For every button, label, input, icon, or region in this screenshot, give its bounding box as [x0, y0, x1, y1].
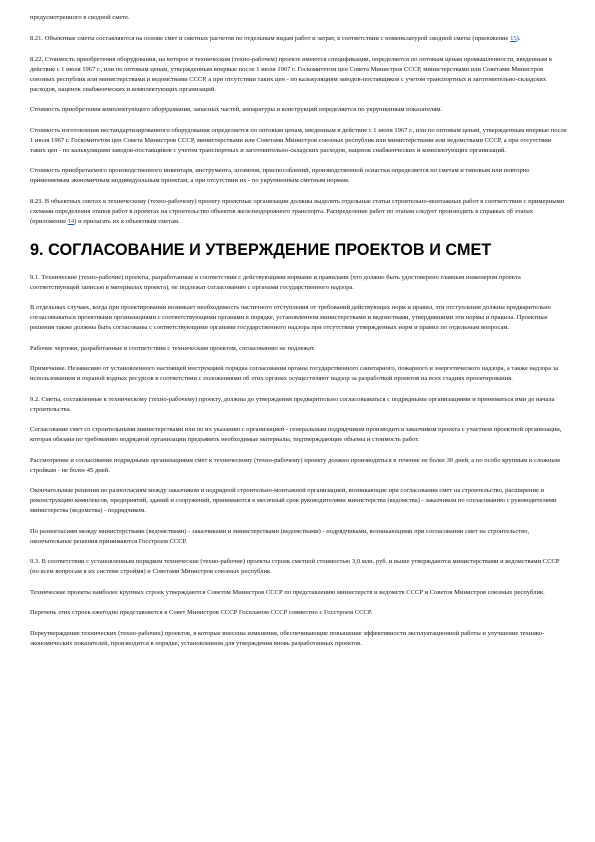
paragraph-list-of-projects — [30, 608, 568, 618]
paragraph-text: В отдельных случаях, когда при проектировании возникает необходимость частичного отступления от требований действующих норм и правил, эти отступления должны предварительно согласовываться проектными организациями с соответствующими органами в порядке, установленном министерствами и ведомствами, утвердившими эти нормы и правила. Проектные решения также должны быть согласованы с соответствующими органами государственного надзора при отсутствии утвержденных норм и правил по отдельным вопросам. — [30, 304, 551, 331]
paragraph-text: предусмотренного в сводной смете. — [30, 14, 130, 21]
paragraph-text-tail: ). — [516, 35, 521, 42]
paragraph-text: Перечень этих строек ежегодно представляется в Совет Министров СССР Госпланом СССР совместно с Госстроем СССР. — [30, 609, 373, 616]
paragraph-nonstandard-equipment — [30, 126, 568, 156]
paragraph-text: По разногласиям между министерствами (ведомствами) - заказчиками и министерствами (ведомствами) - подрядчиками, возникающими при согласовании смет на строительство, окончательные решения принимаются Госстроем СССР. — [30, 527, 530, 545]
paragraph-8-22 — [30, 55, 568, 95]
appendix-link[interactable]: 15 — [510, 35, 517, 42]
paragraph-reapproval — [30, 629, 568, 649]
paragraph-text: 9.2. Сметы, составленные к техническому (техно-рабочему) проекту, должны до утверждения предварительно согласовываться с подрядными организациями и приниматься ими до начала строительства. — [30, 395, 555, 413]
paragraph-text: Технические проекты наиболее крупных строек утверждаются Советом Министров СССР по представлению министерств и ведомств СССР и Советов Министров союзных республик. — [30, 588, 545, 596]
paragraph-text: Рассмотрение и согласование подрядными организациями смет к техническому (техно-рабочему) проекту должно производиться в течение не более 30 дней, а по особо крупным и сложным стройкам - не более 45 дней. — [30, 456, 560, 474]
paragraph-text: 8.23. В объектных сметах к техническому (техно-рабочему) проекту проектные организации должны выделять отдельные статьи строительно-монтажных работ в соответствии с примерными схемами определения этапов работ в проектах на строительство объектов железнодорожного транспорта. Распределение работ по этапам следует производить в справках об этапах (приложение — [30, 197, 565, 225]
paragraph-text: Примечание. Независимо от установленного настоящей инструкцией порядка согласования органы государственного санитарного, пожарного и энергетического надзора, а также надзора за использованием и охраной водных ресурсов в соответствии с положениями об этих органах осуществляют надзор за разработкой проектов на всех стадиях проектирования. — [30, 365, 559, 382]
paragraph-component-equipment — [30, 105, 568, 115]
paragraph-review-period — [30, 456, 568, 476]
paragraph-9-2 — [30, 395, 568, 415]
appendix-link[interactable]: 14 — [67, 217, 75, 225]
paragraph-8-23 — [30, 197, 568, 227]
paragraph-8-21 — [30, 34, 568, 44]
paragraph-9-3 — [30, 557, 568, 577]
paragraph-text: Окончательные решения по разногласиям между заказчиком и подрядной строительно-монтажной организацией, возникающие при согласовании смет на строительство, расширение и реконструкцию комплексов, предприятий, зданий и сооружений, принимаются в месячный срок руководителями министерства (ведомства) - заказчиком по согласованию с руководителями министерства (ведомства) - подрядчиком. — [30, 487, 557, 514]
paragraph-text: 8.22. Стоимость приобретения оборудования, на которое в техническом (техно-рабочем) проекте имеются спецификации, определяется по оптовым ценам промышленности, введенным в действие с 1 июля 1967 г., или по оптовым ценам, утвержденным впервые после 1 июля 1967 г. Госкомитетом цен Совета Министров СССР, министерствами или Советами Министров союзных республик или министерствами и ведомствами СССР, а при отсутствии таких цен - по калькуляциям заводов-поставщиков с учетом транспортных и заготовительно-складских расходов, наценок снабженческих и комплектующих организаций. — [30, 55, 552, 93]
section-heading: 9. СОГЛАСОВАНИЕ И УТВЕРЖДЕНИЕ ПРОЕКТОВ И СМЕТ — [30, 240, 492, 259]
paragraph-deviations — [30, 303, 568, 333]
paragraph-production-inventory — [30, 166, 568, 186]
paragraph-working-drawings — [30, 344, 568, 354]
paragraph-continuation — [30, 13, 568, 23]
paragraph-text: Переутверждение технических (техно-рабочих) проектов, в которые внесены изменения, обеспечивающие повышение эффективности эксплуатационной работы и улучшение технико-экономических показателей, производится в порядке, установленном для утверждения вновь разработанных проектов. — [30, 629, 545, 647]
document-page — [30, 13, 568, 659]
paragraph-text-tail: ) и прилагать их к объектным сметам. — [74, 217, 180, 225]
paragraph-note — [30, 364, 568, 384]
paragraph-disagreements — [30, 527, 568, 547]
paragraph-9-1 — [30, 273, 568, 293]
paragraph-estimate-approval — [30, 425, 568, 445]
paragraph-text: Стоимость приобретаемого производственного инвентаря, инструмента, штампов, приспособлений, производственной оснастки определяется по сметам и типовым или повторно применяемым экономичным индивидуальным проектам, а при отсутствии их - по укрупненным сметным нормам. — [30, 167, 530, 184]
paragraph-final-decisions — [30, 486, 568, 516]
paragraph-text: 8.21. Объектные сметы составляются на основе смет и сметных расчетов по отдельным видам работ и затрат, в соответствии с номенклатурой сводной сметы (приложение — [30, 35, 511, 42]
paragraph-text: 9.3. В соответствии с установленным порядком технические (техно-рабочие) проекты строек сметной стоимостью 3,0 млн. руб. и выше утверждаются министерствами и ведомствами СССР (по всем вопросам в их системе строймя) и Советами Министров союзных республик. — [30, 558, 560, 575]
paragraph-text: 9.1. Технические (техно-рабочие) проекты, разработанные в соответствии с действующими нормами и правилами (что должно быть удостоверено главным инженером проекта соответствующей записью в материалах проекта), не подлежат согласованию с органами государственного надзора. — [30, 273, 521, 291]
paragraph-text: Рабочие чертежи, разработанные в соответствии с техническим проектом, согласованию не подлежат. — [30, 344, 315, 352]
paragraph-largest-projects — [30, 588, 568, 598]
paragraph-text: Стоимость изготовления нестандартизированного оборудования определяется по оптовым ценам, введенным в действие с 1 июля 1967 г., или по оптовым ценам, утвержденным впервые после 1 июля 1967 г. Госкомитетом цен Совета Министров СССР, министерствами или Советами Министров союзных республик или министерствами или ведомствами СССР, а при отсутствии таких цен - по калькуляциям заводов-поставщиков с учетом транспортных и заготовительно-складских расходов, наценок снабженческих и комплектующих организаций. — [30, 126, 567, 154]
paragraph-text: Согласование смет со строительными министерствами или по их указанию с организацией - генеральным подрядчиком производится заказчиком проекта с участием проектной организации, которая обязана по требованию подрядной организации предъявить необходимые материалы, подтверждающие объемы и стоимость работ. — [30, 426, 562, 443]
paragraph-text: Стоимость приобретения комплектующего оборудования, запасных частей, аппаратуры и конструкций определяется по укрупненным показателям. — [30, 106, 443, 113]
